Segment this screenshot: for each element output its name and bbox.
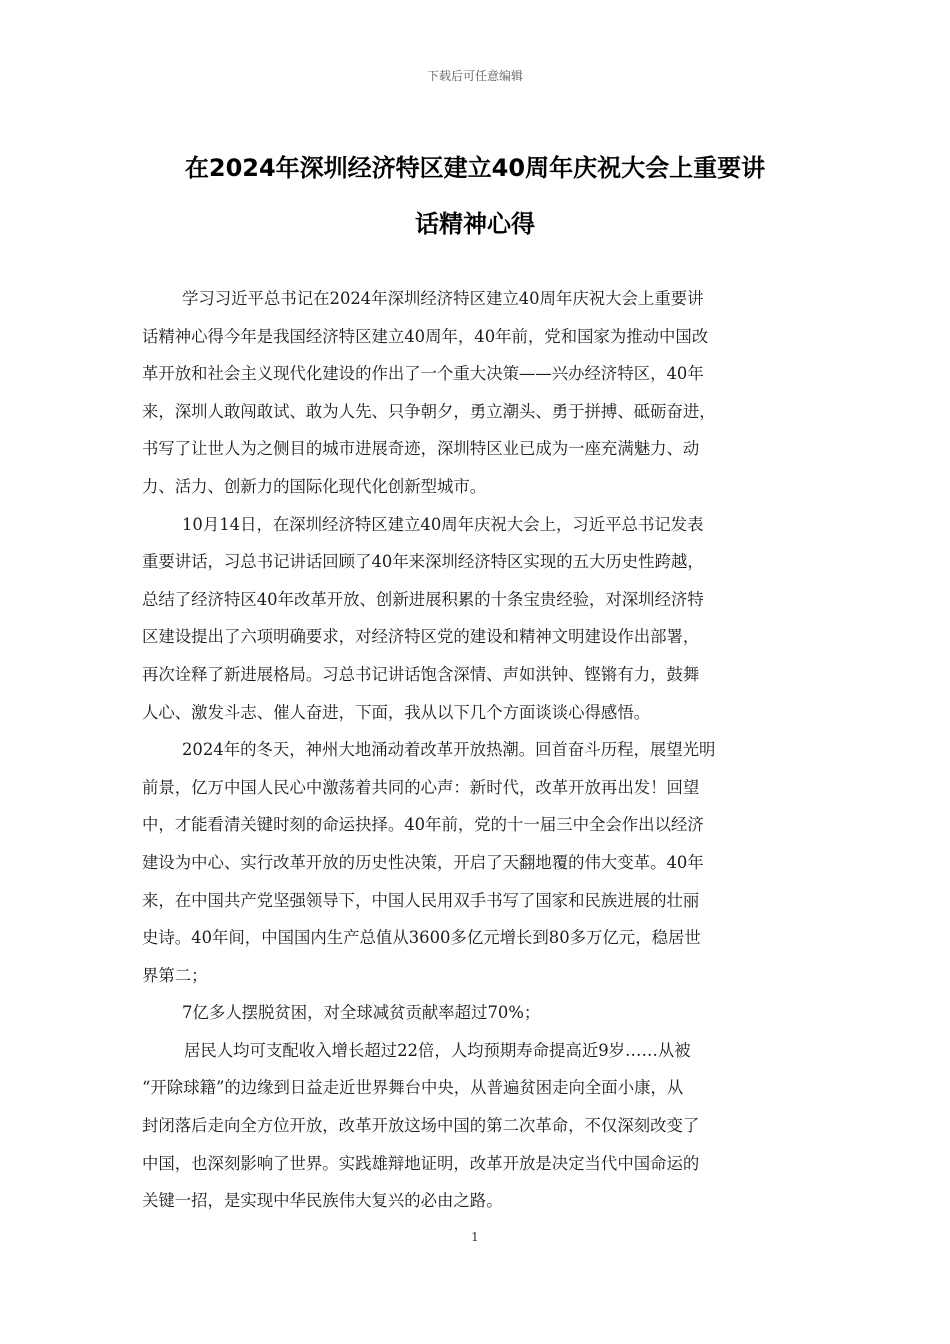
- text-line: 话精神心得今年是我国经济特区建立40周年，40年前，党和国家为推动中国改: [142, 326, 709, 346]
- text-line: 界第二；: [142, 965, 208, 985]
- text-line: 10月14日，在深圳经济特区建立40周年庆祝大会上，习近平总书记发表: [182, 514, 704, 534]
- text-line: 人心、激发斗志、催人奋进，下面，我从以下几个方面谈谈心得感悟。: [142, 702, 651, 722]
- header-note: 下载后可任意编辑: [426, 69, 523, 83]
- text-line: 中国，也深刻影响了世界。实践雄辩地证明，改革开放是决定当代中国命运的: [142, 1153, 700, 1173]
- text-line: 区建设提出了六项明确要求，对经济特区党的建设和精神文明建设作出部署，: [142, 627, 700, 647]
- page-number: 1: [471, 1230, 479, 1244]
- text-line: 中，才能看清关键时刻的命运抉择。40年前，党的十一届三中全会作出以经济: [142, 815, 704, 835]
- text-line: 来，在中国共产党坚强领导下，中国人民用双手书写了国家和民族进展的壮丽: [142, 890, 700, 910]
- text-line: 关键一招，是实现中华民族伟大复兴的必由之路。: [142, 1191, 503, 1211]
- text-line: 史诗。40年间，中国国内生产总值从3600多亿元增长到80多万亿元，稳居世: [142, 928, 701, 948]
- document-title: [142, 150, 808, 262]
- text-line: 封闭落后走向全方位开放，改革开放这场中国的第二次革命，不仅深刻改变了: [142, 1116, 700, 1136]
- text-line: 再次诠释了新进展格局。习总书记讲话饱含深情、声如洪钟、铿锵有力，鼓舞: [142, 664, 700, 684]
- text-line: 前景，亿万中国人民心中激荡着共同的心声：新时代，改革开放再出发！回望: [142, 777, 700, 797]
- text-line: 建设为中心、实行改革开放的历史性决策，开启了天翻地覆的伟大变革。40年: [142, 852, 704, 872]
- body-text: [142, 280, 808, 1220]
- text-line: 书写了让世人为之侧目的城市进展奇迹，深圳特区业已成为一座充满魅力、动: [142, 439, 700, 459]
- text-line: 居民人均可支配收入增长超过22倍，人均预期寿命提高近9岁……从被: [184, 1040, 691, 1060]
- text-line: 来，深圳人敢闯敢试、敢为人先、只争朝夕，勇立潮头、勇于拼搏、砥砺奋进，: [142, 401, 716, 421]
- text-line: 2024年的冬天，神州大地涌动着改革开放热潮。回首奋斗历程，展望光明: [182, 740, 716, 760]
- text-line: “开除球籍”的边缘到日益走近世界舞台中央，从普遍贫困走向全面小康，从: [142, 1078, 684, 1098]
- text-line: 学习习近平总书记在2024年深圳经济特区建立40周年庆祝大会上重要讲: [182, 289, 704, 308]
- title-line-1: 在2024年深圳经济特区建立40周年庆祝大会上重要讲: [184, 154, 766, 182]
- text-line: 革开放和社会主义现代化建设的作出了一个重大决策——兴办经济特区，40年: [142, 364, 704, 384]
- text-line: 力、活力、创新力的国际化现代化创新型城市。: [142, 476, 487, 496]
- text-line: 7亿多人摆脱贫困，对全球减贫贡献率超过70%；: [182, 1003, 541, 1023]
- text-line: 总结了经济特区40年改革开放、创新进展积累的十条宝贵经验，对深圳经济特: [142, 589, 704, 609]
- text-line: 重要讲话，习总书记讲话回顾了40年来深圳经济特区实现的五大历史性跨越，: [142, 552, 704, 572]
- title-line-2: 话精神心得: [415, 210, 535, 238]
